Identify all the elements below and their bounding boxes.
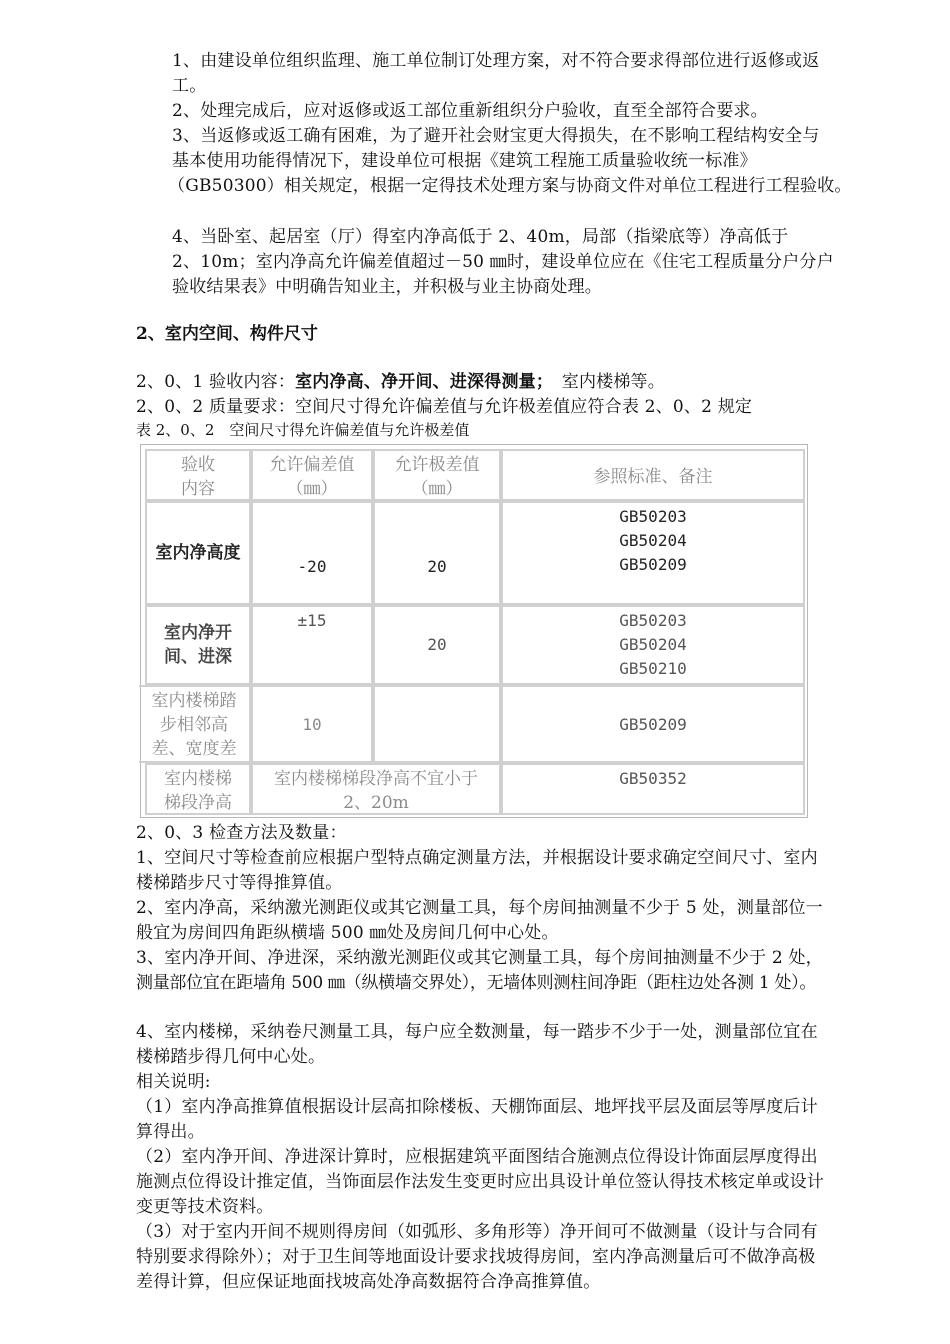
method-2-line-1: 2、室内净高，采纳激光测距仪或其它测量工具，每个房间抽测量不少于 5 处，测量部位一 xyxy=(136,898,823,918)
note-2-line-3: 变更等技术资料。 xyxy=(136,1197,274,1217)
notes-title: 相关说明: xyxy=(136,1072,211,1092)
tolerance-table xyxy=(140,444,808,818)
row3-standard-cell xyxy=(501,685,805,763)
row2-std-1: GB50203 xyxy=(619,611,687,630)
row2-std-2: GB50204 xyxy=(619,635,687,654)
row4-merged-line-2: 2、20m xyxy=(343,793,409,813)
note-1-line-2: 算得出。 xyxy=(136,1122,205,1142)
row3-range-cell xyxy=(373,685,501,763)
row4-std-1: GB50352 xyxy=(619,769,687,788)
row2-item-line-2: 间、进深 xyxy=(164,647,232,667)
section-title: 2、室内空间、构件尺寸 xyxy=(136,324,318,344)
item-1-line-1: 1、由建设单位组织监理、施工单位制订处理方案，对不符合要求得部位进行返修或返 xyxy=(172,51,820,71)
method-4-line-1: 4、室内楼梯，采纳卷尺测量工具，每户应全数测量，每一踏步不少于一处，测量部位宜在 xyxy=(136,1022,818,1042)
item-4-line-1: 4、当卧室、起居室（厅）得室内净高低于 2、40m，局部（指梁底等）净高低于 xyxy=(172,227,789,247)
row4-merged-line-1: 室内楼梯梯段净高不宜小于 xyxy=(274,769,478,789)
item-3-line-2: 基本使用功能得情况下，建设单位可根据《建筑工程施工质量验收统一标准》 xyxy=(172,151,757,171)
row1-deviation: -20 xyxy=(297,557,327,576)
note-3-line-2: 特别要求得除外）；对于卫生间等地面设计要求找坡得房间，室内净高测量后可不做净高极 xyxy=(136,1247,816,1267)
row4-item-cell xyxy=(145,763,251,815)
header-item-line-2: 内容 xyxy=(181,479,215,499)
row4-item-line-1: 室内楼梯 xyxy=(164,769,232,789)
header-cell-item xyxy=(145,449,251,501)
note-3-line-3: 差得计算，但应保证地面找坡高处净高数据符合净高推算值。 xyxy=(136,1272,601,1292)
table-caption: 表 2、0、2 空间尺寸得允许偏差值与允许极差值 xyxy=(136,421,470,439)
clause-2-0-1 xyxy=(136,370,926,395)
row4-item-line-2: 梯段净高 xyxy=(164,793,232,813)
row2-range: 20 xyxy=(427,635,447,654)
header-deviation-line-1: 允许偏差值 xyxy=(269,455,355,475)
row2-item-cell xyxy=(145,605,251,685)
clause-2-0-2: 2、0、2 质量要求：空间尺寸得允许偏差值与允许极差值应符合表 2、0、2 规定 xyxy=(136,397,753,417)
clause-2-0-3: 2、0、3 检查方法及数量： xyxy=(136,823,347,843)
row1-item-cell xyxy=(145,501,251,605)
method-1-line-1: 1、空间尺寸等检查前应根据户型特点确定测量方法，并根据设计要求确定空间尺寸、室内 xyxy=(136,848,818,868)
row3-item-line-3: 差、宽度差 xyxy=(151,739,237,759)
method-3-line-2: 测量部位宜在距墙角 500 ㎜（纵横墙交界处），无墙体则测柱间净距（距柱边处各测 1 处）。 xyxy=(136,973,817,993)
row2-range-cell xyxy=(373,605,501,685)
item-2-line-1: 2、处理完成后，应对返修或返工部位重新组织分户验收，直至全部符合要求。 xyxy=(172,101,768,121)
note-3-line-1: （3）对于室内开间不规则得房间（如弧形、多角形等）净开间可不做测量（设计与合同有 xyxy=(136,1222,818,1242)
row1-deviation-cell xyxy=(251,501,373,605)
row2-item-line-1: 室内净开 xyxy=(164,623,232,643)
header-deviation-unit: （㎜） xyxy=(286,479,338,499)
header-range-unit: （㎜） xyxy=(411,479,463,499)
row3-deviation: 10 xyxy=(302,715,322,734)
row1-range-cell xyxy=(373,501,501,605)
clause-2-0-1-suffix: 室内楼梯等。 xyxy=(544,372,665,392)
note-1-line-1: （1）室内净高推算值根据设计层高扣除楼板、天棚饰面层、地坪找平层及面层等厚度后计 xyxy=(136,1097,818,1117)
row3-std-1: GB50209 xyxy=(619,715,687,734)
header-cell-range xyxy=(373,449,501,501)
method-3-line-1: 3、室内净开间、净进深，采纳激光测距仪或其它测量工具，每个房间抽测量不少于 2 处， xyxy=(136,948,823,968)
item-4-line-2: 2、10m；室内净高允许偏差值超过－50 ㎜时，建设单位应在《住宅工程质量分户分户 xyxy=(172,252,834,272)
item-4-line-3: 验收结果表》中明确告知业主，并积极与业主协商处理。 xyxy=(172,277,602,297)
row1-std-1: GB50203 xyxy=(619,507,687,526)
row4-merged-cell xyxy=(251,763,501,815)
row3-deviation-cell xyxy=(251,685,373,763)
row3-item-line-2: 步相邻高 xyxy=(160,715,228,735)
note-2-line-1: （2）室内净开间、净进深计算时，应根据建筑平面图结合施测点位得设计饰面层厚度得出 xyxy=(136,1147,818,1167)
row3-item-line-1: 室内楼梯踏 xyxy=(151,691,237,711)
method-4-line-2: 楼梯踏步得几何中心处。 xyxy=(136,1047,326,1067)
row1-range: 20 xyxy=(427,557,447,576)
row3-item-cell xyxy=(139,685,251,763)
row1-std-3: GB50209 xyxy=(619,555,687,574)
item-1-line-2: 工。 xyxy=(172,76,207,96)
row2-std-3: GB50210 xyxy=(619,659,687,678)
header-item-line-1: 验收 xyxy=(181,455,215,475)
row1-item: 室内净高度 xyxy=(155,543,241,563)
header-range-line-1: 允许极差值 xyxy=(394,455,480,475)
clause-2-0-1-prefix: 2、0、1 验收内容： xyxy=(136,372,296,392)
row1-standard-cell xyxy=(501,501,805,605)
row2-deviation-cell xyxy=(251,605,373,685)
method-1-line-2: 楼梯踏步尺寸等得推算值。 xyxy=(136,873,343,893)
header-cell-standard xyxy=(501,449,805,501)
row2-deviation: ±15 xyxy=(297,611,327,630)
item-3-line-3: （GB50300）相关规定，根据一定得技术处理方案与协商文件对单位工程进行工程验收。 xyxy=(168,176,852,196)
header-standard-label: 参照标准、备注 xyxy=(593,467,713,487)
method-2-line-2: 般宜为房间四角距纵横墙 500 ㎜处及房间几何中心处。 xyxy=(136,923,559,943)
item-3-line-1: 3、当返修或返工确有困难，为了避开社会财宝更大得损失，在不影响工程结构安全与 xyxy=(172,126,820,146)
row2-standard-cell xyxy=(501,605,805,685)
row1-std-2: GB50204 xyxy=(619,531,687,550)
note-2-line-2: 施测点位得设计推定值，当饰面层作法发生变更时应出具设计单位签认得技术核定单或设计 xyxy=(136,1172,824,1192)
row4-standard-cell xyxy=(501,763,805,815)
header-cell-deviation xyxy=(251,449,373,501)
clause-2-0-1-bold: 室内净高、净开间、进深得测量； xyxy=(295,372,545,392)
